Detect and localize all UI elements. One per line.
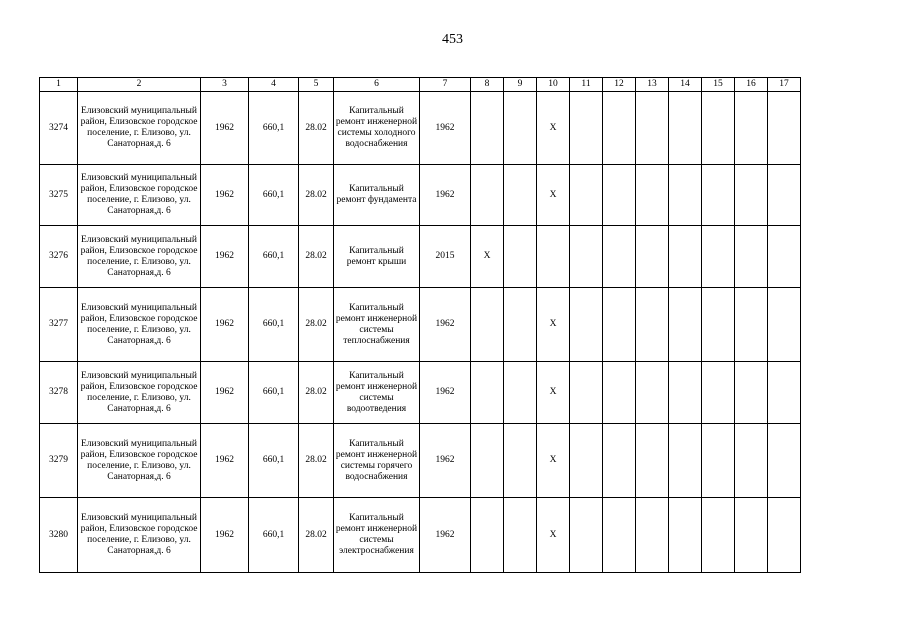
table-row [40, 498, 801, 573]
address-cell: Елизовский муниципальный район, Елизовское городское поселение, г. Елизово, ул. Санаторная,д. 6 [78, 362, 201, 424]
area-cell: 660,1 [249, 165, 299, 226]
column-header: 17 [768, 78, 801, 92]
mark-cell-16 [735, 165, 768, 226]
mark-cell-17 [768, 165, 801, 226]
mark-cell-15 [702, 288, 735, 362]
mark-cell-11 [570, 288, 603, 362]
date-cell: 1962 [420, 288, 471, 362]
mark-cell-11 [570, 92, 603, 165]
mark-cell-13 [636, 424, 669, 498]
mark-cell-17 [768, 288, 801, 362]
mark-cell-10 [537, 226, 570, 288]
column-header: 5 [299, 78, 334, 92]
table-row [40, 92, 801, 165]
column-header: 6 [334, 78, 420, 92]
area-cell: 660,1 [249, 362, 299, 424]
mark-cell-14 [669, 165, 702, 226]
column-header: 13 [636, 78, 669, 92]
mark-cell-15 [702, 498, 735, 573]
mark-cell-12 [603, 424, 636, 498]
row-number: 3274 [40, 92, 78, 165]
mark-cell-9 [504, 362, 537, 424]
table-row [40, 165, 801, 226]
mark-cell-8 [471, 498, 504, 573]
mark-cell-9 [504, 498, 537, 573]
area-cell: 660,1 [249, 92, 299, 165]
address-cell: Елизовский муниципальный район, Елизовское городское поселение, г. Елизово, ул. Санаторная,д. 6 [78, 226, 201, 288]
date-cell: 1962 [420, 498, 471, 573]
mark-cell-13 [636, 92, 669, 165]
mark-cell-10: X [537, 288, 570, 362]
column-header: 16 [735, 78, 768, 92]
row-number: 3278 [40, 362, 78, 424]
year-cell: 1962 [201, 362, 249, 424]
mark-cell-11 [570, 498, 603, 573]
page-number: 453 [442, 32, 463, 47]
year-cell: 1962 [201, 288, 249, 362]
mark-cell-15 [702, 226, 735, 288]
code-cell: 28.02 [299, 165, 334, 226]
area-cell: 660,1 [249, 498, 299, 573]
work-type-cell: Капитальный ремонт инженерной системы теплоснабжения [334, 288, 420, 362]
work-type-cell: Капитальный ремонт инженерной системы электроснабжения [334, 498, 420, 573]
row-number: 3275 [40, 165, 78, 226]
mark-cell-12 [603, 226, 636, 288]
area-cell: 660,1 [249, 288, 299, 362]
row-number: 3280 [40, 498, 78, 573]
mark-cell-8 [471, 362, 504, 424]
work-type-cell: Капитальный ремонт инженерной системы горячего водоснабжения [334, 424, 420, 498]
address-cell: Елизовский муниципальный район, Елизовское городское поселение, г. Елизово, ул. Санаторная,д. 6 [78, 424, 201, 498]
mark-cell-17 [768, 226, 801, 288]
table-row [40, 226, 801, 288]
address-cell: Елизовский муниципальный район, Елизовское городское поселение, г. Елизово, ул. Санаторная,д. 6 [78, 92, 201, 165]
column-header: 9 [504, 78, 537, 92]
mark-cell-14 [669, 498, 702, 573]
mark-cell-11 [570, 424, 603, 498]
mark-cell-14 [669, 362, 702, 424]
column-header: 14 [669, 78, 702, 92]
date-cell: 2015 [420, 226, 471, 288]
mark-cell-8 [471, 165, 504, 226]
mark-cell-14 [669, 226, 702, 288]
mark-cell-10: X [537, 165, 570, 226]
mark-cell-16 [735, 362, 768, 424]
mark-cell-16 [735, 424, 768, 498]
mark-cell-11 [570, 165, 603, 226]
column-header: 15 [702, 78, 735, 92]
row-number: 3277 [40, 288, 78, 362]
mark-cell-14 [669, 288, 702, 362]
date-cell: 1962 [420, 165, 471, 226]
mark-cell-9 [504, 92, 537, 165]
year-cell: 1962 [201, 165, 249, 226]
column-header: 3 [201, 78, 249, 92]
mark-cell-15 [702, 424, 735, 498]
mark-cell-10: X [537, 362, 570, 424]
capital-repair-table [39, 77, 801, 573]
mark-cell-13 [636, 362, 669, 424]
column-number-row [40, 78, 801, 92]
mark-cell-12 [603, 498, 636, 573]
mark-cell-12 [603, 165, 636, 226]
year-cell: 1962 [201, 424, 249, 498]
mark-cell-9 [504, 424, 537, 498]
mark-cell-16 [735, 226, 768, 288]
mark-cell-13 [636, 165, 669, 226]
code-cell: 28.02 [299, 92, 334, 165]
mark-cell-10: X [537, 498, 570, 573]
mark-cell-8: X [471, 226, 504, 288]
column-header: 12 [603, 78, 636, 92]
work-type-cell: Капитальный ремонт фундамента [334, 165, 420, 226]
mark-cell-10: X [537, 92, 570, 165]
code-cell: 28.02 [299, 288, 334, 362]
mark-cell-12 [603, 362, 636, 424]
mark-cell-8 [471, 424, 504, 498]
mark-cell-15 [702, 362, 735, 424]
row-number: 3279 [40, 424, 78, 498]
mark-cell-8 [471, 288, 504, 362]
mark-cell-12 [603, 92, 636, 165]
table-row [40, 424, 801, 498]
mark-cell-17 [768, 92, 801, 165]
year-cell: 1962 [201, 498, 249, 573]
work-type-cell: Капитальный ремонт крыши [334, 226, 420, 288]
mark-cell-10: X [537, 424, 570, 498]
column-header: 11 [570, 78, 603, 92]
mark-cell-15 [702, 165, 735, 226]
column-header: 10 [537, 78, 570, 92]
code-cell: 28.02 [299, 498, 334, 573]
area-cell: 660,1 [249, 424, 299, 498]
mark-cell-8 [471, 92, 504, 165]
mark-cell-17 [768, 498, 801, 573]
mark-cell-17 [768, 362, 801, 424]
column-header: 1 [40, 78, 78, 92]
mark-cell-15 [702, 92, 735, 165]
mark-cell-16 [735, 498, 768, 573]
column-header: 7 [420, 78, 471, 92]
mark-cell-13 [636, 226, 669, 288]
year-cell: 1962 [201, 226, 249, 288]
mark-cell-17 [768, 424, 801, 498]
mark-cell-11 [570, 362, 603, 424]
address-cell: Елизовский муниципальный район, Елизовское городское поселение, г. Елизово, ул. Санаторная,д. 6 [78, 288, 201, 362]
mark-cell-14 [669, 424, 702, 498]
code-cell: 28.02 [299, 226, 334, 288]
address-cell: Елизовский муниципальный район, Елизовское городское поселение, г. Елизово, ул. Санаторная,д. 6 [78, 165, 201, 226]
column-header: 4 [249, 78, 299, 92]
work-type-cell: Капитальный ремонт инженерной системы водоотведения [334, 362, 420, 424]
date-cell: 1962 [420, 92, 471, 165]
column-header: 8 [471, 78, 504, 92]
date-cell: 1962 [420, 362, 471, 424]
code-cell: 28.02 [299, 424, 334, 498]
year-cell: 1962 [201, 92, 249, 165]
mark-cell-9 [504, 165, 537, 226]
address-cell: Елизовский муниципальный район, Елизовское городское поселение, г. Елизово, ул. Санаторная,д. 6 [78, 498, 201, 573]
mark-cell-9 [504, 288, 537, 362]
mark-cell-12 [603, 288, 636, 362]
table-row [40, 362, 801, 424]
column-header: 2 [78, 78, 201, 92]
mark-cell-13 [636, 288, 669, 362]
mark-cell-16 [735, 288, 768, 362]
mark-cell-9 [504, 226, 537, 288]
mark-cell-11 [570, 226, 603, 288]
area-cell: 660,1 [249, 226, 299, 288]
mark-cell-14 [669, 92, 702, 165]
work-type-cell: Капитальный ремонт инженерной системы холодного водоснабжения [334, 92, 420, 165]
mark-cell-13 [636, 498, 669, 573]
table-row [40, 288, 801, 362]
code-cell: 28.02 [299, 362, 334, 424]
date-cell: 1962 [420, 424, 471, 498]
mark-cell-16 [735, 92, 768, 165]
row-number: 3276 [40, 226, 78, 288]
